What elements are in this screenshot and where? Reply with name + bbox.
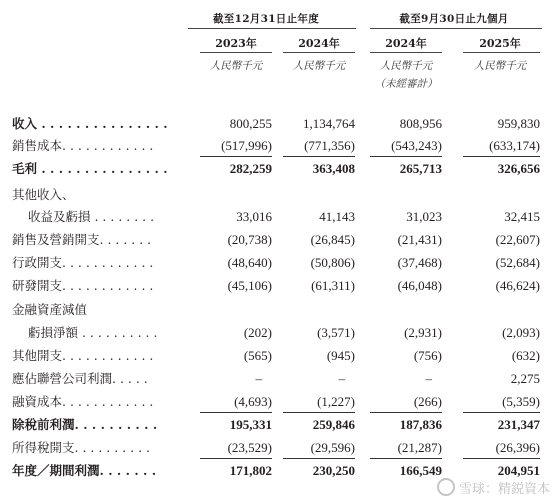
row-label: 所得稅開支. . . . . . . . . . bbox=[12, 440, 150, 455]
underline bbox=[463, 458, 540, 459]
row-label: 銷售及營銷開支. . . . . . . bbox=[12, 232, 152, 247]
row-value-2023: (45,106) bbox=[227, 278, 272, 293]
year-rule-3 bbox=[463, 52, 540, 53]
table-row-other-income bbox=[0, 206, 554, 228]
underline bbox=[463, 156, 540, 157]
header-group-nine-months: 截至9月30日止九個月 bbox=[399, 13, 509, 25]
underline bbox=[200, 458, 272, 459]
row-value-2023: (565) bbox=[243, 348, 272, 363]
underline bbox=[200, 156, 272, 157]
row-value-2024-9m: 808,956 bbox=[399, 116, 442, 131]
year-rule-2 bbox=[370, 52, 442, 53]
row-value-2024: 41,143 bbox=[319, 209, 355, 224]
underline bbox=[283, 156, 355, 157]
row-value-2023: (48,640) bbox=[227, 255, 272, 270]
row-value-2024-9m: (21,287) bbox=[397, 440, 442, 455]
table-row-rd-expenses bbox=[0, 275, 554, 297]
underline bbox=[370, 412, 442, 413]
row-value-2024: – bbox=[338, 371, 345, 386]
header-unit-0: 人民幣千元 bbox=[209, 60, 263, 72]
group-rule-nine-months bbox=[370, 28, 542, 29]
row-label: 應佔聯營公司利潤. . . . . bbox=[12, 371, 148, 386]
row-label: 銷售成本. . . . . . . . . . . . bbox=[12, 138, 154, 153]
underline bbox=[370, 156, 442, 157]
group-rule-annual bbox=[188, 28, 356, 29]
table-row-revenue bbox=[0, 113, 554, 135]
row-label: 行政開支. . . . . . . . . . . . bbox=[12, 255, 154, 270]
row-value-2024-9m: 187,836 bbox=[399, 417, 442, 432]
header-year-2023: 2023年 bbox=[215, 37, 257, 50]
table-row-impairment-heading bbox=[0, 299, 554, 321]
table-row-finance-costs bbox=[0, 391, 554, 413]
row-value-2023: 33,016 bbox=[236, 209, 272, 224]
year-rule-1 bbox=[283, 52, 355, 53]
row-label: 除稅前利潤. . . . . . . . . . bbox=[12, 417, 158, 432]
row-value-2025-9m: (2,093) bbox=[502, 325, 540, 340]
row-value-2024: 1,134,764 bbox=[303, 116, 355, 131]
row-value-2025-9m: (52,684) bbox=[495, 255, 540, 270]
underline bbox=[283, 412, 355, 413]
row-value-2024: (1,227) bbox=[317, 394, 355, 409]
table-row-cost-of-sales bbox=[0, 135, 554, 157]
table-row-other-expenses bbox=[0, 345, 554, 367]
watermark-text: 雪球：精鋭資本 bbox=[458, 482, 550, 497]
row-value-2023: (517,996) bbox=[221, 138, 272, 153]
header-year-2025-nine-months: 2025年 bbox=[479, 37, 521, 50]
row-value-2024-9m: (2,931) bbox=[404, 325, 442, 340]
header-group-annual: 截至12月31日止年度 bbox=[212, 13, 320, 25]
row-value-2025-9m: 204,951 bbox=[497, 463, 540, 478]
row-value-2024: (945) bbox=[326, 348, 355, 363]
row-label: 融資成本. . . . . . . . . . . . bbox=[12, 394, 154, 409]
row-value-2025-9m: (22,607) bbox=[495, 232, 540, 247]
header-year-2024-nine-months: 2024年 bbox=[385, 37, 427, 50]
table-row-admin-expenses bbox=[0, 252, 554, 274]
row-value-2025-9m: (5,359) bbox=[502, 394, 540, 409]
underline bbox=[370, 458, 442, 459]
table-row-income-tax bbox=[0, 437, 554, 459]
row-label: 收益及虧損 . . . . . . . . bbox=[28, 209, 155, 224]
watermark bbox=[437, 478, 550, 497]
row-label: 金融資產減值 bbox=[12, 302, 88, 317]
table-row-selling-expenses bbox=[0, 229, 554, 251]
row-value-2025-9m: (632) bbox=[511, 348, 540, 363]
table-row-share-of-associates bbox=[0, 368, 554, 390]
row-label: 收入 . . . . . . . . . . . . . . . bbox=[12, 116, 168, 131]
row-value-2023: (202) bbox=[243, 325, 272, 340]
underline bbox=[463, 412, 540, 413]
row-value-2023: (23,529) bbox=[227, 440, 272, 455]
row-value-2023: 282,259 bbox=[229, 161, 272, 176]
row-value-2024: (771,356) bbox=[304, 138, 355, 153]
table-row-impairment-losses bbox=[0, 322, 554, 344]
row-value-2024: 230,250 bbox=[312, 463, 355, 478]
row-value-2024-9m: 166,549 bbox=[399, 463, 442, 478]
row-value-2023: (20,738) bbox=[227, 232, 272, 247]
row-value-2024: (61,311) bbox=[311, 278, 355, 293]
underline bbox=[283, 458, 355, 459]
row-label: 其他開支. . . . . . . . . . . . bbox=[12, 348, 154, 363]
row-label: 虧損淨額 . . . . . . . . . . bbox=[28, 325, 158, 340]
table-row-gross-profit bbox=[0, 158, 554, 180]
row-value-2024: 363,408 bbox=[312, 161, 355, 176]
row-value-2024-9m: (266) bbox=[413, 394, 442, 409]
row-value-2024-9m: 31,023 bbox=[406, 209, 442, 224]
row-value-2025-9m: 32,415 bbox=[504, 209, 540, 224]
row-value-2024: (26,845) bbox=[310, 232, 355, 247]
table-row-profit-before-tax bbox=[0, 414, 554, 436]
row-value-2024: (3,571) bbox=[317, 325, 355, 340]
row-value-2025-9m: (46,624) bbox=[495, 278, 540, 293]
row-value-2024-9m: 265,713 bbox=[399, 161, 442, 176]
row-value-2024-9m: (756) bbox=[413, 348, 442, 363]
row-value-2025-9m: (26,396) bbox=[495, 440, 540, 455]
header-unaudited-note: （未經審計） bbox=[374, 78, 438, 90]
header-unit-1: 人民幣千元 bbox=[292, 60, 346, 72]
row-value-2024-9m: (46,048) bbox=[397, 278, 442, 293]
header-unit-2: 人民幣千元 bbox=[379, 60, 433, 72]
row-value-2023: (4,693) bbox=[234, 394, 272, 409]
header-unit-3: 人民幣千元 bbox=[473, 60, 527, 72]
row-label: 年度／期間利潤. . . . . . . bbox=[12, 463, 157, 478]
row-value-2023: 195,331 bbox=[229, 417, 272, 432]
header-year-2024: 2024年 bbox=[298, 37, 340, 50]
row-value-2025-9m: 326,656 bbox=[497, 161, 540, 176]
row-value-2024: 259,846 bbox=[312, 417, 355, 432]
row-value-2025-9m: 959,830 bbox=[497, 116, 540, 131]
row-value-2025-9m: (633,174) bbox=[489, 138, 540, 153]
row-value-2023: 171,802 bbox=[229, 463, 272, 478]
row-value-2024-9m: (37,468) bbox=[397, 255, 442, 270]
row-value-2023: – bbox=[255, 371, 262, 386]
year-rule-0 bbox=[200, 52, 272, 53]
snowball-logo-icon bbox=[437, 478, 455, 496]
row-label: 其他收入、 bbox=[12, 187, 75, 202]
row-value-2023: 800,255 bbox=[229, 116, 272, 131]
underline bbox=[200, 412, 272, 413]
row-value-2024: (50,806) bbox=[310, 255, 355, 270]
row-value-2024: (29,596) bbox=[310, 440, 355, 455]
row-value-2025-9m: 2,275 bbox=[510, 371, 540, 386]
row-value-2024-9m: (21,431) bbox=[397, 232, 442, 247]
row-value-2024-9m: (543,243) bbox=[391, 138, 442, 153]
row-value-2025-9m: 231,347 bbox=[497, 417, 540, 432]
row-label: 研發開支. . . . . . . . . . . . bbox=[12, 278, 154, 293]
row-value-2024-9m: – bbox=[425, 371, 432, 386]
table-row-other-income-heading bbox=[0, 184, 554, 206]
row-label: 毛利 . . . . . . . . . . . . . . . bbox=[12, 161, 168, 176]
